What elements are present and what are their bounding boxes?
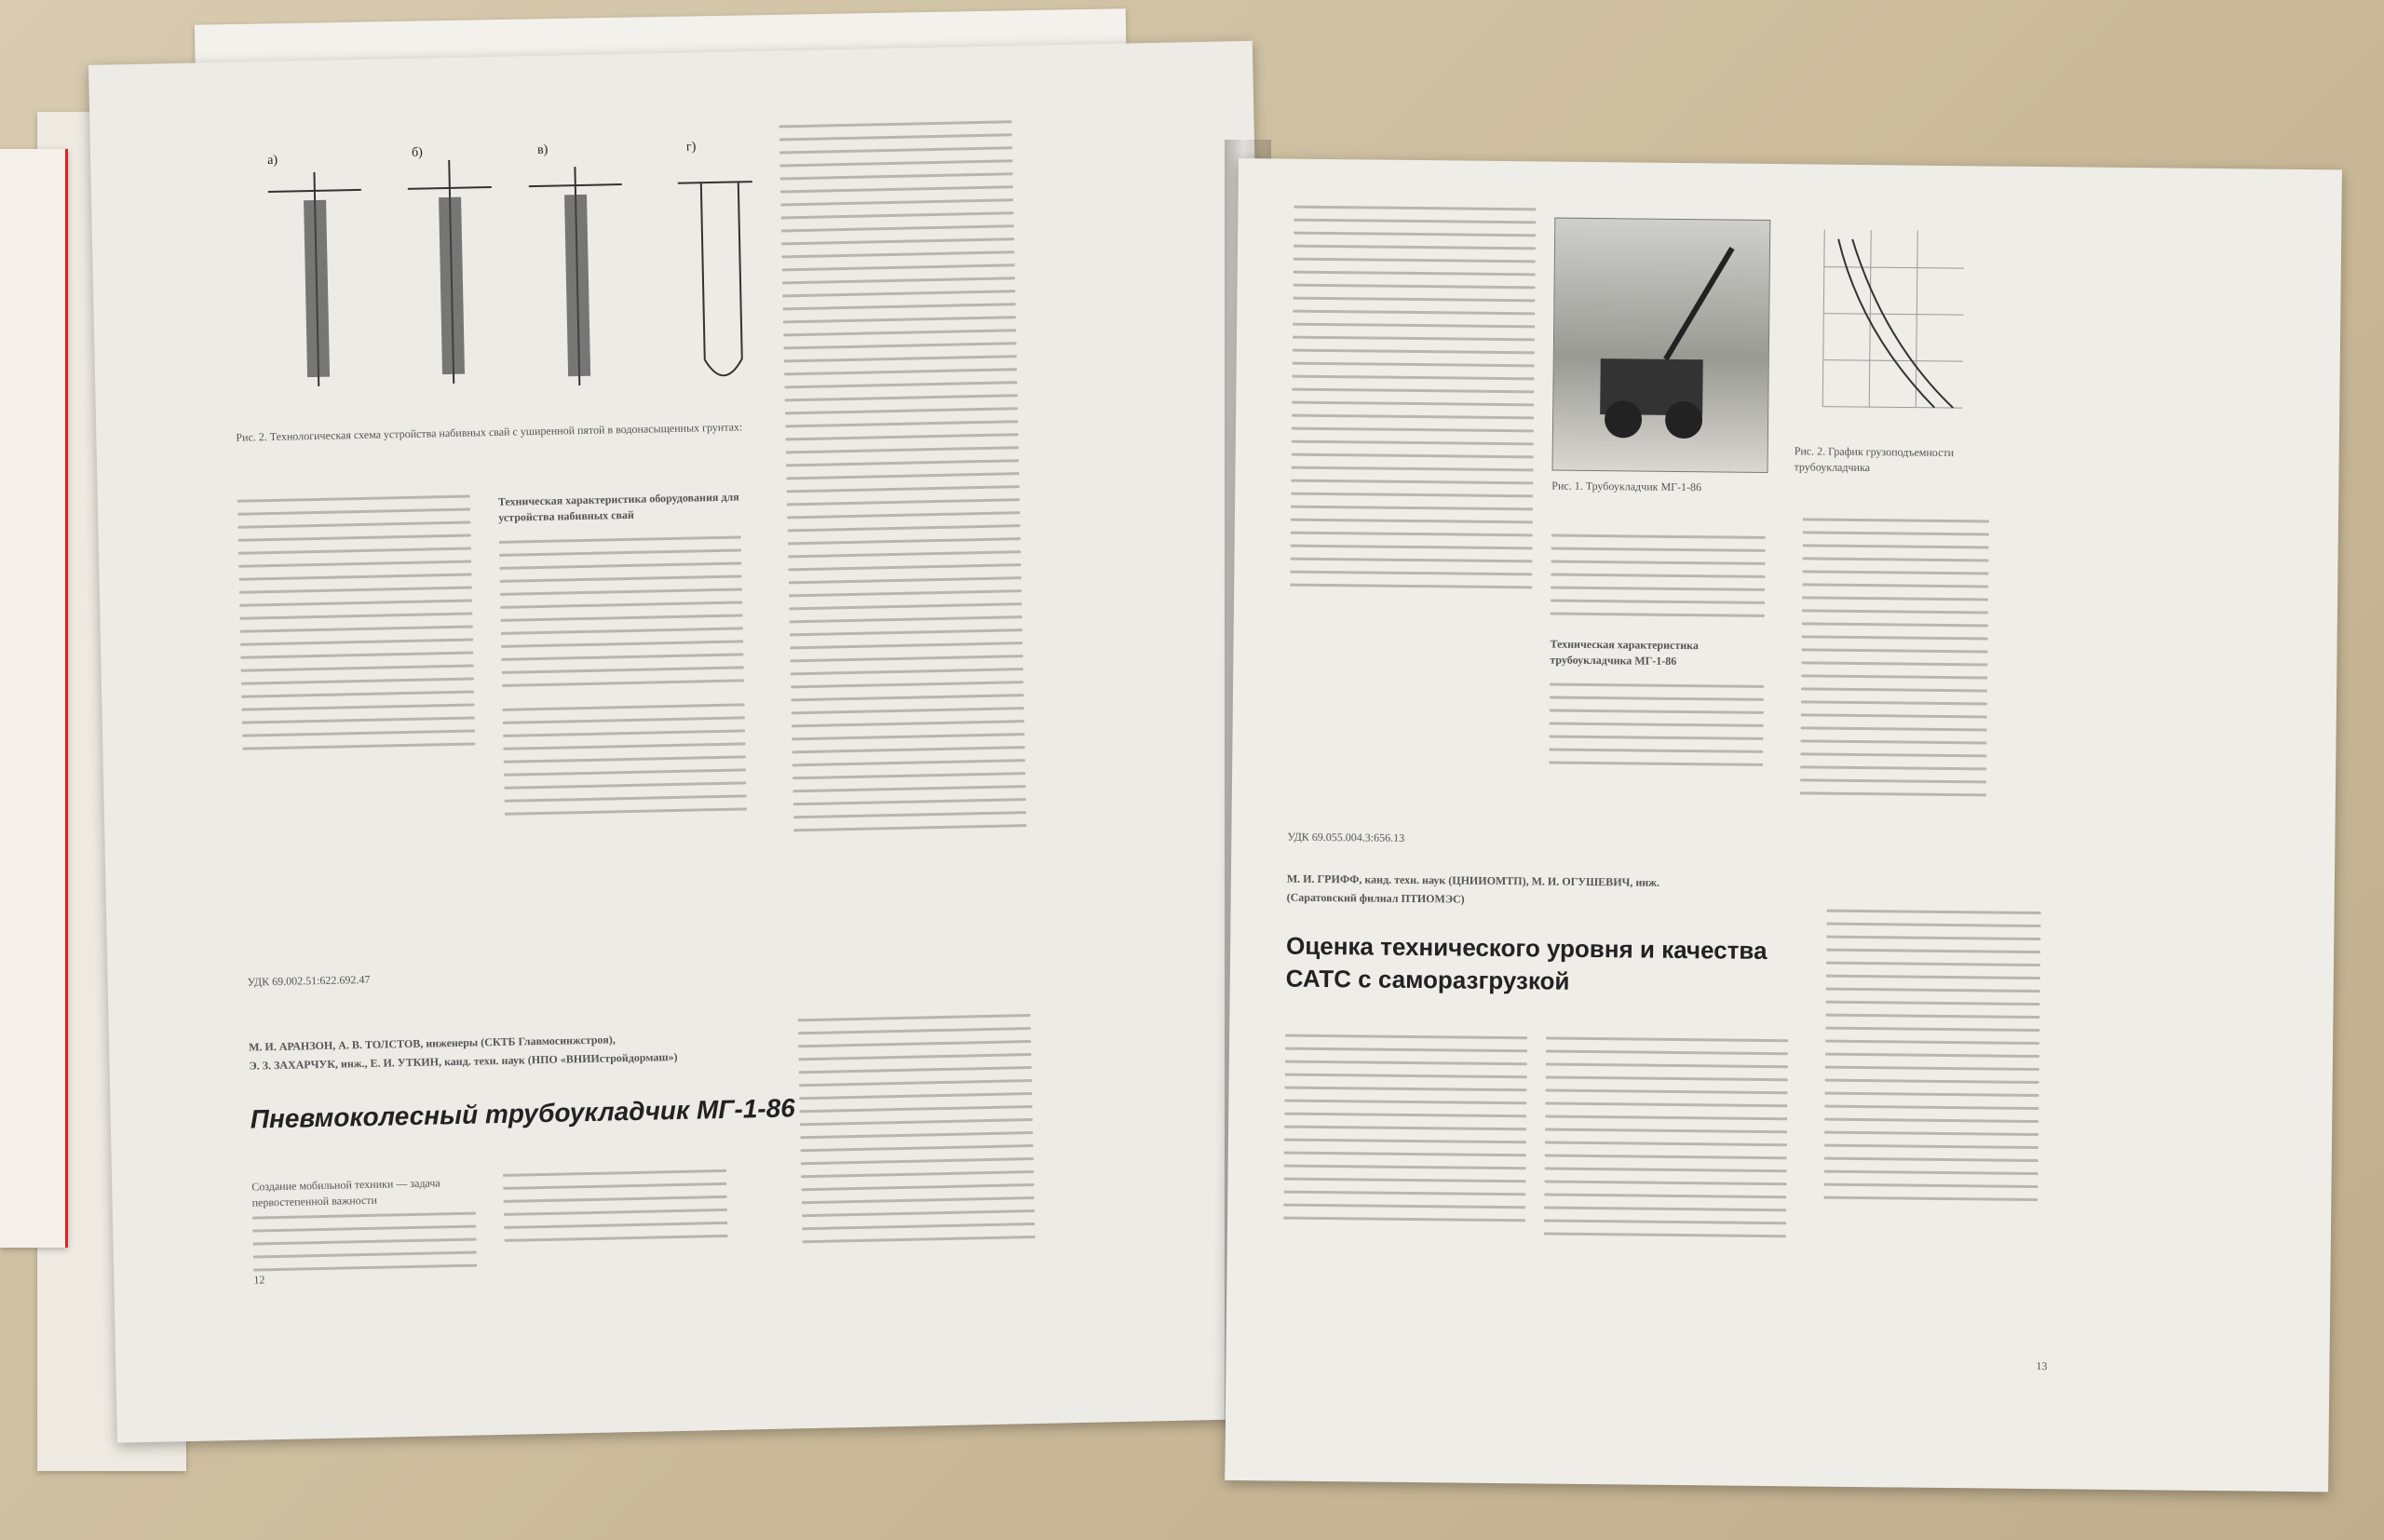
- authors: М. И. ГРИФФ, канд. техн. наук (ЦНИИОМТП), М. И. ОГУШЕВИЧ, инж.: [1286, 871, 1659, 889]
- page-number: 12: [253, 1273, 265, 1287]
- article-title: Оценка технического уровня и качества: [1285, 931, 1768, 965]
- pile-installation-drawing: [230, 125, 813, 416]
- figure-label: в): [536, 142, 549, 157]
- body-text-column: [503, 703, 748, 825]
- body-text-column: [798, 1014, 1036, 1253]
- right-page: [1225, 158, 2342, 1492]
- body-text-column: [1800, 518, 1989, 806]
- article-intro: Создание мобильной техники — задача первостепенной важности: [251, 1176, 440, 1209]
- figure-label: а): [267, 153, 278, 168]
- table-title: Техническая характеристика оборудования для устройства набивных свай: [497, 490, 739, 524]
- tech-table: [1549, 683, 1764, 777]
- figure-label: б): [411, 145, 424, 160]
- authors: (Саратовский филиал ПТИОМЭС): [1286, 890, 1465, 906]
- authors: М. И. АРАНЗОН, А. В. ТОЛСТОВ, инженеры (СКТБ Главмосинжстроя),: [248, 1033, 616, 1054]
- left-page: [88, 41, 1281, 1443]
- body-text-column: [252, 1212, 477, 1282]
- pipelayer-silhouette: [1553, 219, 1770, 472]
- page-number: 13: [2036, 1359, 2048, 1373]
- body-text-column: [1551, 534, 1766, 628]
- table-title: Техническая характеристика трубоукладчика МГ-1-86: [1550, 637, 1699, 668]
- load-capacity-graph: [1795, 220, 1973, 436]
- body-text-column: [1823, 910, 2040, 1211]
- body-text-column: [1544, 1037, 1788, 1249]
- article-title: САТС с саморазгрузкой: [1285, 964, 1570, 995]
- body-text-column: [779, 120, 1027, 842]
- body-text-column: [237, 495, 476, 761]
- figure-caption: Рис. 2. Технологическая схема устройства набивных свай с уширенной пятой в водонасыщенных грунтах:: [236, 420, 743, 444]
- graph-caption: Рис. 2. График грузоподъемности трубоукладчика: [1794, 444, 1955, 475]
- photo-caption: Рис. 1. Трубоукладчик МГ-1-86: [1551, 479, 1702, 494]
- tech-table: [499, 535, 744, 696]
- body-text-column: [1290, 206, 1536, 600]
- udc-code: УДК 69.055.004.3:656.13: [1287, 830, 1405, 844]
- body-text-column: [1283, 1034, 1527, 1233]
- red-edged-sheet: [0, 149, 68, 1248]
- pipelayer-photo: [1552, 218, 1771, 473]
- udc-code: УДК 69.002.51:622.692.47: [247, 972, 371, 989]
- body-text-column: [503, 1169, 728, 1252]
- authors: Э. З. ЗАХАРЧУК, инж., Е. И. УТКИН, канд. техн. наук (НПО «ВНИИстройдормаш»): [249, 1049, 678, 1073]
- article-title: Пневмоколесный трубоукладчик МГ-1-86: [250, 1093, 796, 1134]
- figure-label: г): [685, 140, 697, 155]
